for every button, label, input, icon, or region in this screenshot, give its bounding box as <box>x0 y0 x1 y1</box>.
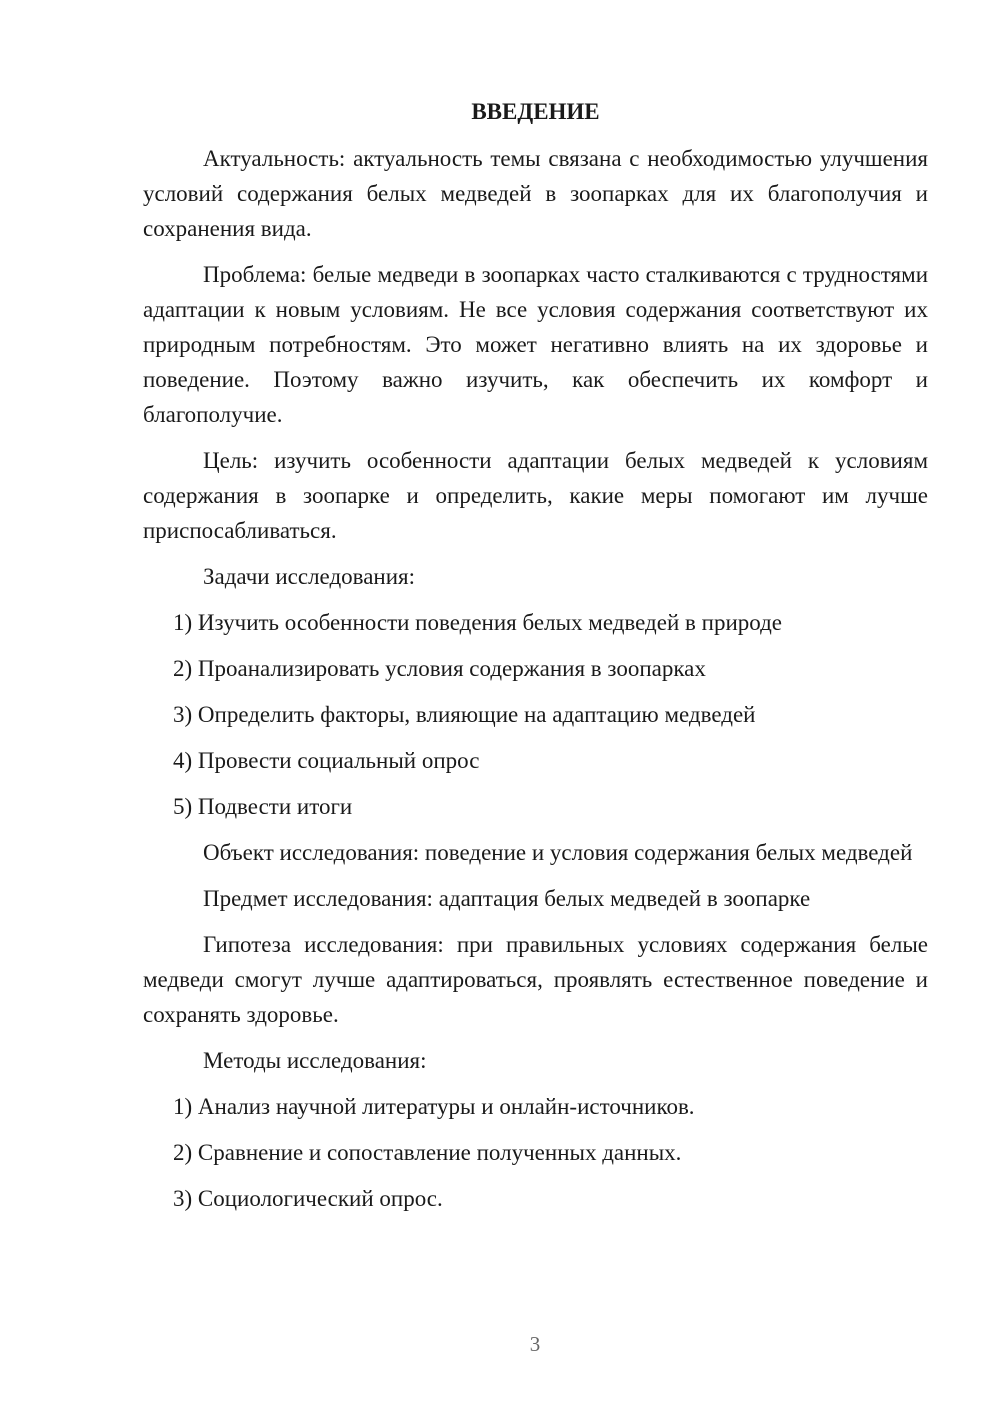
goal-paragraph: Цель: изучить особенности адаптации белых медведей к условиям содержания в зоопарке и определить, какие меры помогают им лучше приспосабливаться. <box>143 448 928 543</box>
methods-list <box>143 1089 928 1216</box>
object-paragraph: Объект исследования: поведение и условия содержания белых медведей <box>203 840 913 865</box>
method-item: 3) Социологический опрос. <box>173 1186 443 1211</box>
task-item: 1) Изучить особенности поведения белых медведей в природе <box>173 610 783 635</box>
page-number: 3 <box>529 1332 541 1356</box>
task-item: 3) Определить факторы, влияющие на адаптацию медведей <box>173 702 756 727</box>
page-title: ВВЕДЕНИЕ <box>471 99 600 124</box>
relevance-paragraph: Актуальность: актуальность темы связана с необходимостью улучшения условий содержания белых медведей в зоопарках для их благополучия и сохранения вида. <box>143 146 928 241</box>
methods-heading: Методы исследования: <box>203 1048 427 1073</box>
subject-paragraph: Предмет исследования: адаптация белых медведей в зоопарке <box>203 886 811 911</box>
method-item: 2) Сравнение и сопоставление полученных данных. <box>173 1140 682 1165</box>
method-item: 1) Анализ научной литературы и онлайн-источников. <box>173 1094 695 1119</box>
task-item: 2) Проанализировать условия содержания в зоопарках <box>173 656 706 681</box>
problem-paragraph: Проблема: белые медведи в зоопарках часто сталкиваются с трудностями адаптации к новым условиям. Не все условия содержания соответствуют их природным потребностям. Это может негативно влиять на их здоровье и поведение. Поэтому важно изучить, как обеспечить их комфорт и благополучие. <box>143 262 928 427</box>
tasks-heading: Задачи исследования: <box>203 564 416 589</box>
document-page <box>143 94 928 1227</box>
task-item: 4) Провести социальный опрос <box>173 748 480 773</box>
hypothesis-paragraph: Гипотеза исследования: при правильных условиях содержания белые медведи смогут лучше адаптироваться, проявлять естественное поведение и сохранять здоровье. <box>143 932 928 1027</box>
task-item: 5) Подвести итоги <box>173 794 353 819</box>
tasks-list <box>143 605 928 824</box>
